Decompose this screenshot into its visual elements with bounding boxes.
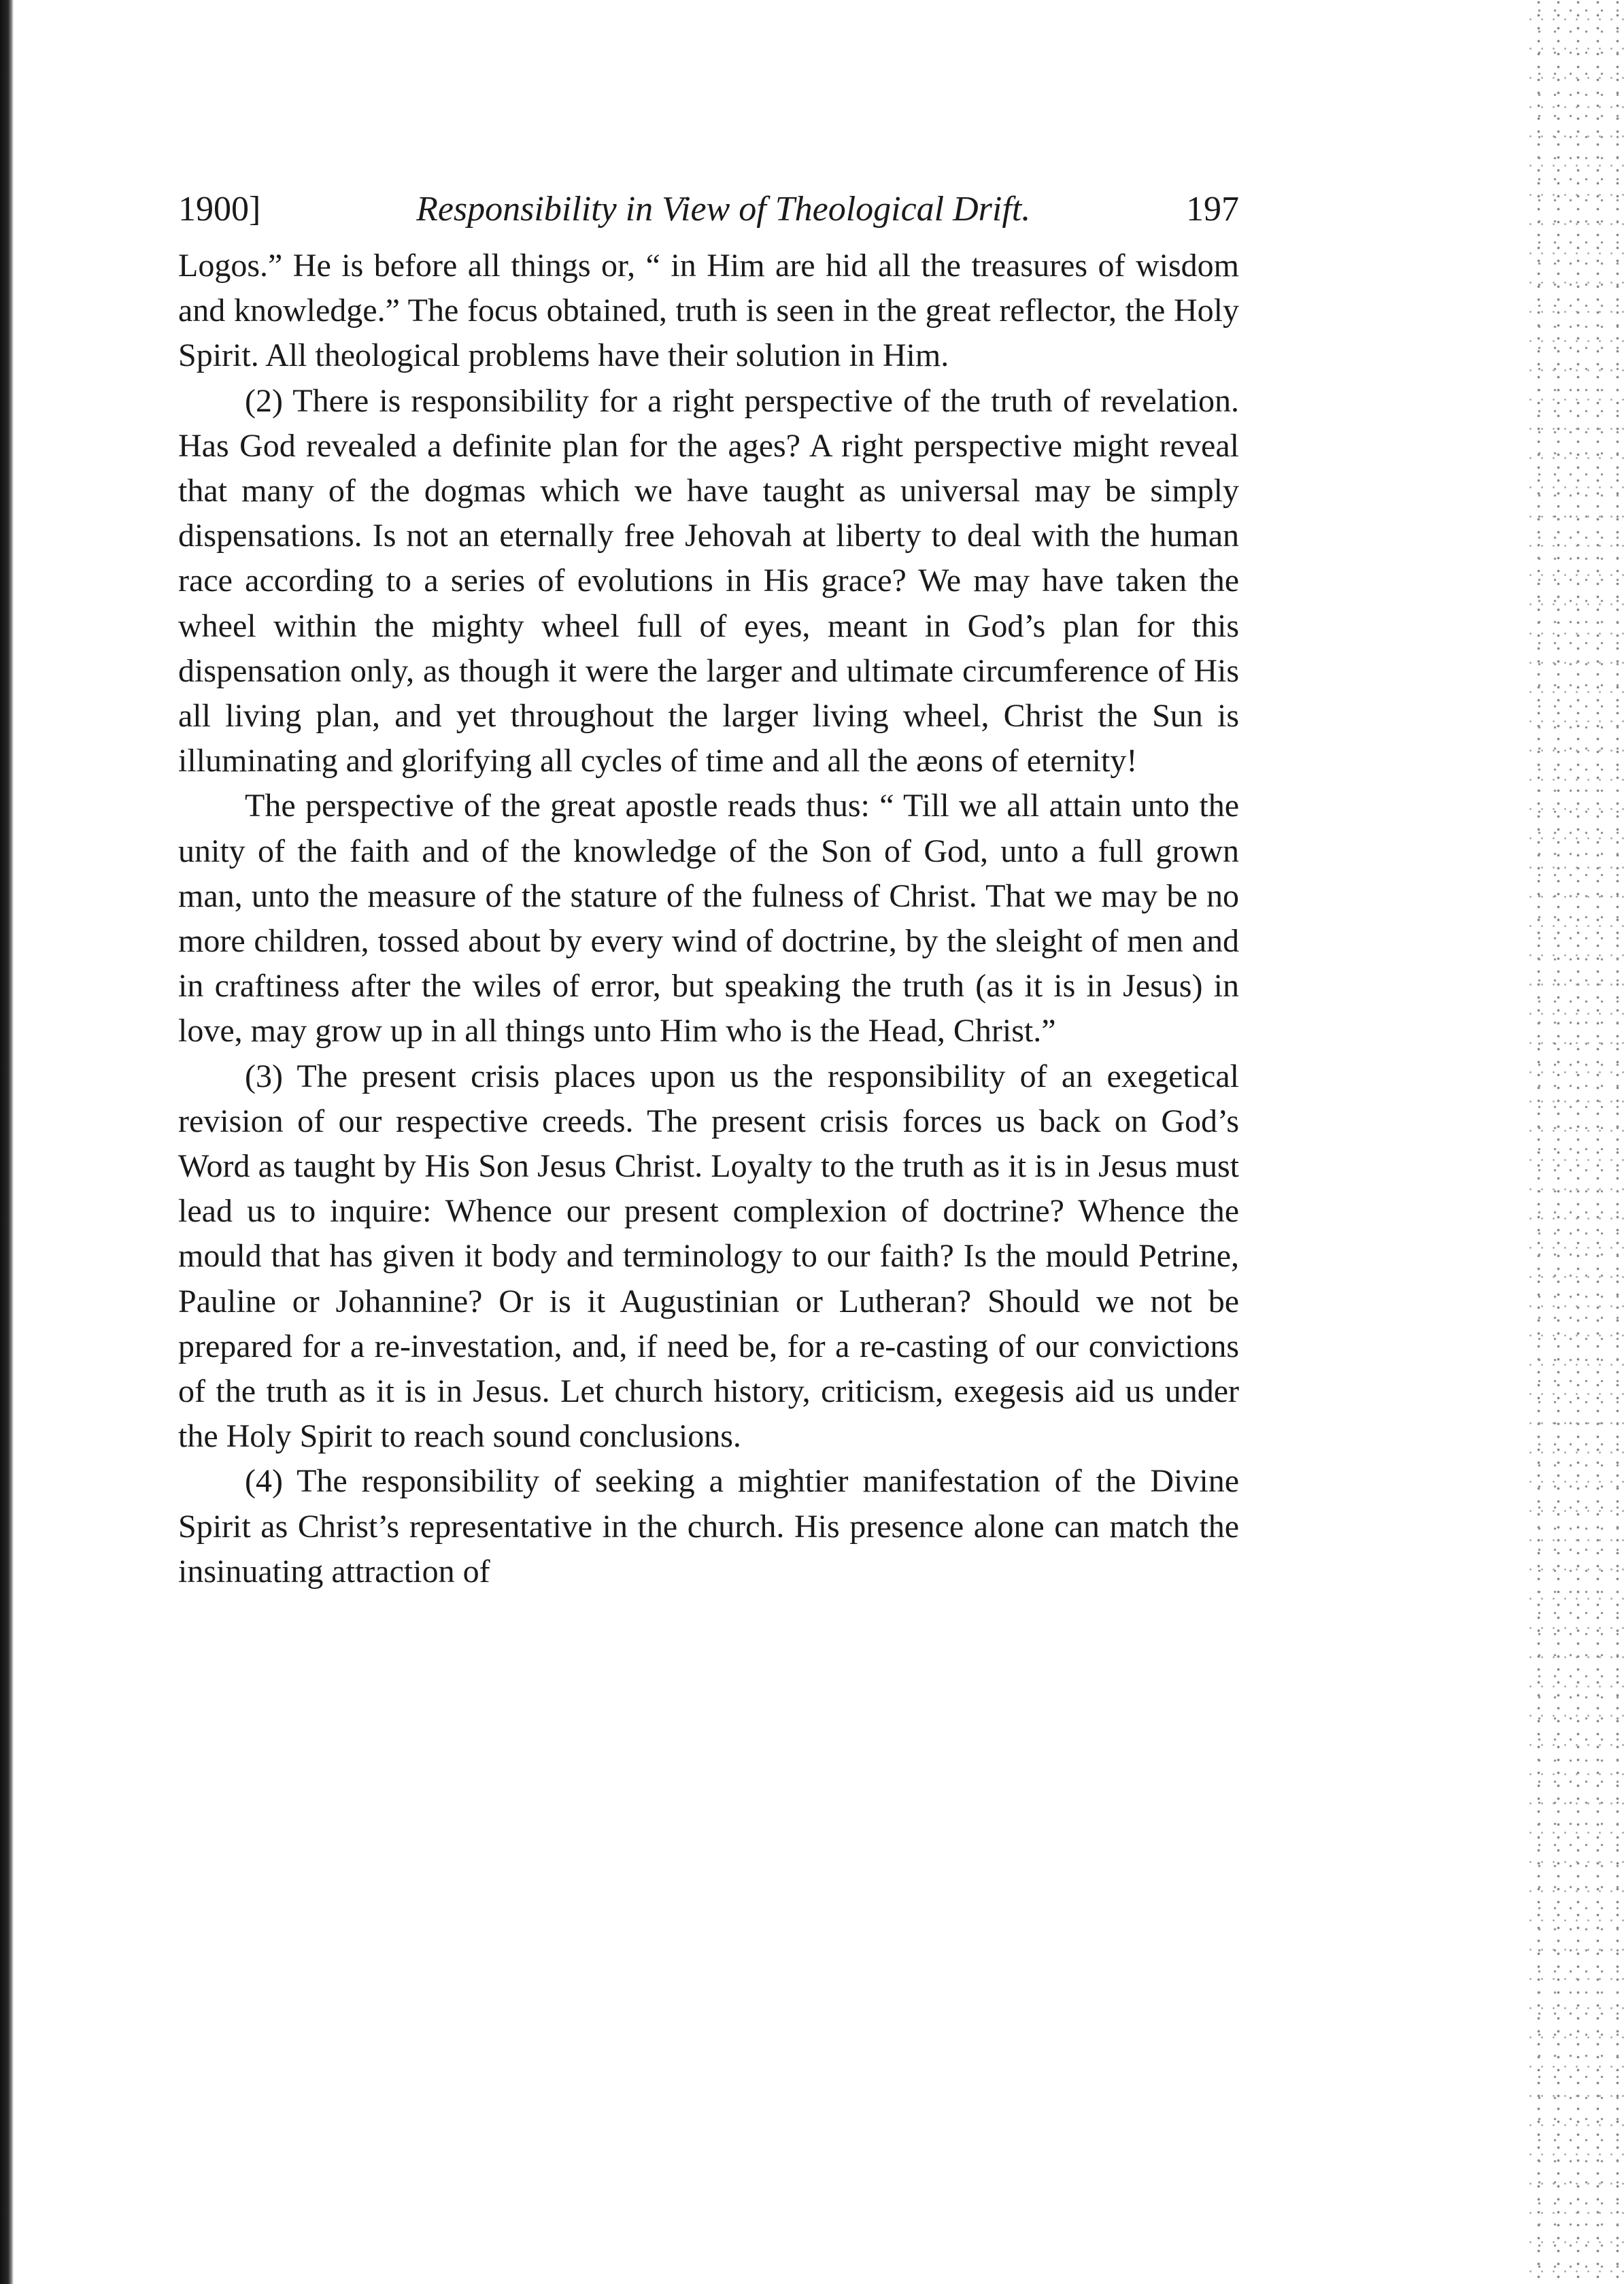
paragraph-perspective: The perspective of the great apostle reads thus: “ Till we all attain unto the unity of the faith and of the knowledge of the Son of God, unto a full grown man, unto the measure of the stature of the fulness of Christ. That we may be no more children, tossed about by every wind of doctrine, by the sleight of men and in craftiness after the wiles of error, but speaking the truth (as it is in Jesus) in love, may grow up in all things unto Him who is the Head, Christ.” bbox=[178, 788, 1239, 1049]
page-number: 197 bbox=[1186, 190, 1239, 229]
binding-edge bbox=[0, 0, 14, 2284]
header-year: 1900] bbox=[178, 190, 261, 229]
running-header bbox=[178, 182, 1239, 237]
scan-edge-noise bbox=[1529, 0, 1624, 2284]
body-text bbox=[178, 243, 1239, 1594]
header-title: Responsibility in View of Theological Drift. bbox=[416, 190, 1031, 229]
paragraph-continuation: Logos.” He is before all things or, “ in Him are hid all the treasures of wisdom and knowledge.” The focus obtained, truth is seen in the great reflector, the Holy Spirit. All theological problems have their solution in Him. bbox=[178, 248, 1239, 374]
paragraph-2: (2) There is responsibility for a right perspective of the truth of revelation. Has God revealed a definite plan for the ages? A right perspective might reveal that many of the dogmas which we have taught as universal may be simply dispensations. Is not an eternally free Jehovah at liberty to deal with the human race according to a series of evolutions in His grace? We may have taken the wheel within the mighty wheel full of eyes, meant in God’s plan for this dispensation only, as though it were the larger and ultimate circumference of His all living plan, and yet throughout the larger living wheel, Christ the Sun is illuminating and glorifying all cycles of time and all the æons of eternity! bbox=[178, 382, 1239, 779]
paragraph-4: (4) The responsibility of seeking a mightier manifestation of the Divine Spirit as Christ’s representative in the church. His presence alone can match the insinuating attraction of bbox=[178, 1463, 1239, 1590]
paragraph-3: (3) The present crisis places upon us the responsibility of an exegetical revision of our respective creeds. The present crisis forces us back on God’s Word as taught by His Son Jesus Christ. Loyalty to the truth as it is in Jesus must lead us to inquire: Whence our present complexion of doctrine? Whence the mould that has given it body and terminology to our faith? Is the mould Petrine, Pauline or Johannine? Or is it Augustinian or Lutheran? Should we not be prepared for a re-investation, and, if need be, for a re-casting of our convictions of the truth as it is in Jesus. Let church history, criticism, exegesis aid us under the Holy Spirit to reach sound conclusions. bbox=[178, 1058, 1239, 1455]
book-page bbox=[178, 182, 1239, 1594]
